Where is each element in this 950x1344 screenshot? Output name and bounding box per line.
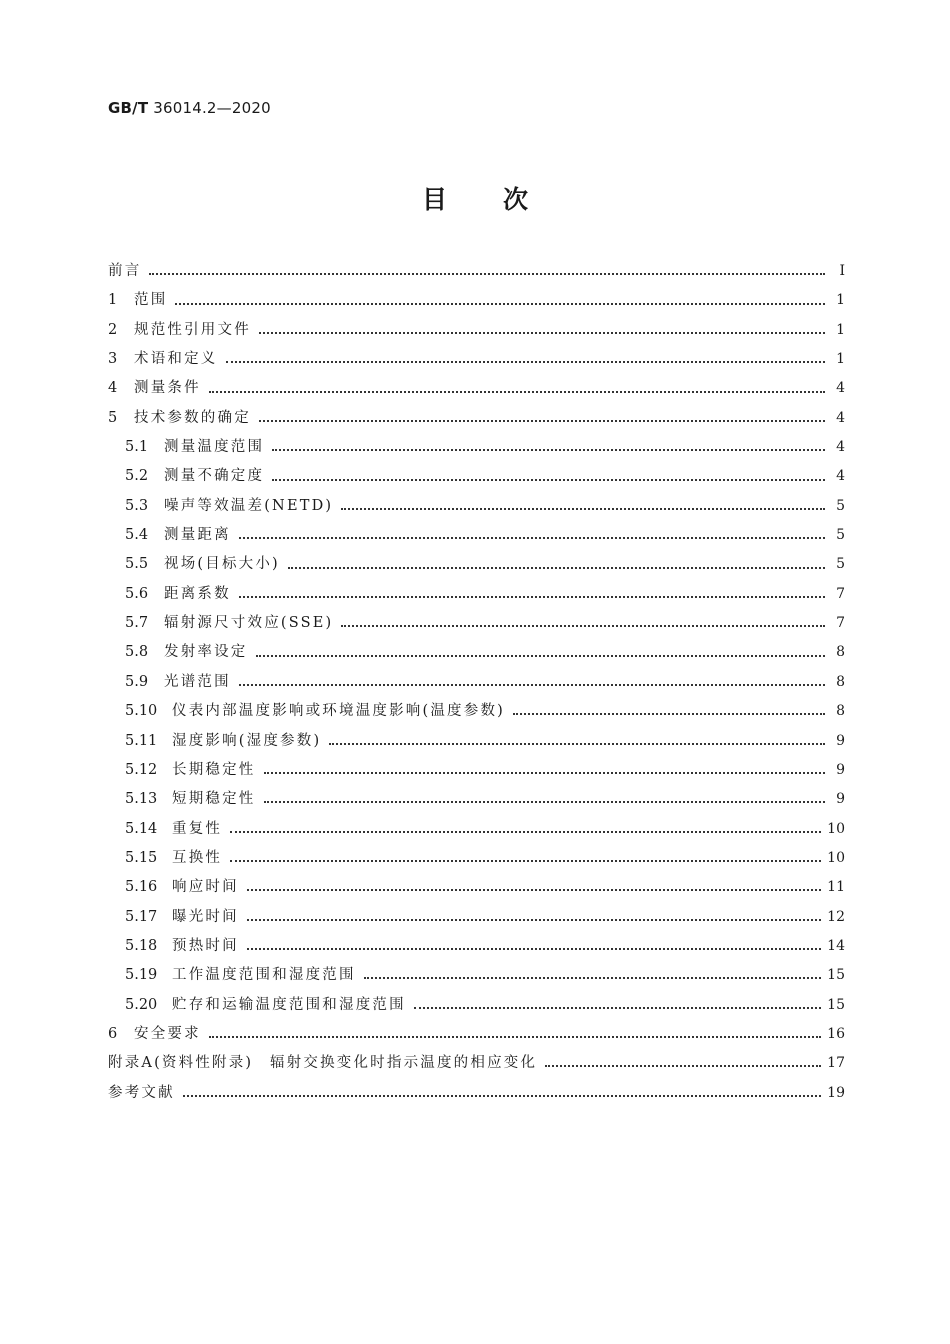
toc-entry-title: 湿度影响(湿度参数) xyxy=(172,732,322,749)
toc-entry-number: 5.19 xyxy=(125,967,158,984)
toc-entry-title: 预热时间 xyxy=(172,937,239,954)
toc-entry-title: 重复性 xyxy=(172,820,223,837)
toc-entry-page: 5 xyxy=(836,527,845,544)
dot-leader xyxy=(272,448,825,451)
toc-entry-page: 10 xyxy=(827,820,845,837)
toc-entry-title: 附录A(资料性附录) 辐射交换变化时指示温度的相应变化 xyxy=(108,1055,538,1072)
toc-entry-number: 5 xyxy=(108,409,118,426)
toc-entry-number: 5.13 xyxy=(125,791,158,808)
toc-entry-number: 5.7 xyxy=(125,615,149,632)
toc-entry-page: 9 xyxy=(836,732,845,749)
toc-entry-number: 5.5 xyxy=(125,556,149,573)
toc-entry-page: 4 xyxy=(836,468,845,485)
toc-entry[interactable] xyxy=(108,961,845,990)
toc-entry[interactable] xyxy=(108,815,845,844)
dot-leader xyxy=(513,712,825,715)
toc-entry-page: 4 xyxy=(836,439,845,456)
dot-leader xyxy=(288,566,825,569)
toc-entry-page: 19 xyxy=(827,1084,845,1101)
toc-entry-title: 长期稳定性 xyxy=(172,761,256,778)
dot-leader xyxy=(341,507,825,510)
toc-entry[interactable] xyxy=(108,286,845,315)
toc-entry-number: 5.15 xyxy=(125,849,158,866)
toc-entry-title: 互换性 xyxy=(172,849,223,866)
toc-entry[interactable] xyxy=(108,257,845,286)
toc-entry-number: 3 xyxy=(108,351,118,368)
toc-entry[interactable] xyxy=(108,345,845,374)
toc-entry-page: 15 xyxy=(827,996,845,1013)
toc-entry-page: 17 xyxy=(827,1055,845,1072)
toc-entry-page: 1 xyxy=(836,292,845,309)
toc-entry[interactable] xyxy=(108,1079,845,1108)
toc-entry-page: 4 xyxy=(836,380,845,397)
dot-leader xyxy=(209,1035,821,1038)
toc-entry-number: 5.12 xyxy=(125,761,158,778)
dot-leader xyxy=(329,742,825,745)
toc-entry-number: 5.17 xyxy=(125,908,158,925)
dot-leader xyxy=(149,272,825,275)
toc-entry[interactable] xyxy=(108,609,845,638)
toc-entry[interactable] xyxy=(108,550,845,579)
toc-entry-number: 5.6 xyxy=(125,585,149,602)
dot-leader xyxy=(259,419,825,422)
toc-entry-number: 6 xyxy=(108,1025,118,1042)
toc-entry-number: 5.4 xyxy=(125,527,149,544)
toc-entry-title: 测量距离 xyxy=(164,527,231,544)
toc-entry-number: 5.10 xyxy=(125,703,158,720)
toc-entry-page: 14 xyxy=(827,937,845,954)
toc-entry[interactable] xyxy=(108,404,845,433)
toc-entry-title: 曝光时间 xyxy=(172,908,239,925)
dot-leader xyxy=(230,830,821,833)
dot-leader xyxy=(259,331,825,334)
toc-entry[interactable] xyxy=(108,785,845,814)
toc-entry-page: 4 xyxy=(836,409,845,426)
toc-entry-page: 12 xyxy=(827,908,845,925)
toc-entry-number: 5.11 xyxy=(125,732,158,749)
toc-entry-number: 5.18 xyxy=(125,937,158,954)
toc-entry-title: 辐射源尺寸效应(SSE) xyxy=(164,615,334,632)
dot-leader xyxy=(175,302,825,305)
toc-entry[interactable] xyxy=(108,844,845,873)
toc-entry-title: 前言 xyxy=(108,263,142,279)
toc-entry-page: 5 xyxy=(836,497,845,514)
toc-entry-page: 5 xyxy=(836,556,845,573)
toc-entry-page: 7 xyxy=(836,585,845,602)
toc-entry-page: 1 xyxy=(836,351,845,368)
toc-entry-number: 5.9 xyxy=(125,673,149,690)
toc-entry-title: 安全要求 xyxy=(134,1025,201,1042)
toc-entry-title: 测量温度范围 xyxy=(164,439,265,456)
page-title: 目次 xyxy=(421,185,584,214)
toc-entry[interactable] xyxy=(108,492,845,521)
toc-entry-title: 规范性引用文件 xyxy=(134,321,251,338)
toc-entry-number: 5.2 xyxy=(125,468,149,485)
dot-leader xyxy=(256,654,826,657)
toc-entry-page: 15 xyxy=(827,967,845,984)
toc-entry[interactable] xyxy=(108,873,845,902)
toc-entry-title: 仪表内部温度影响或环境温度影响(温度参数) xyxy=(172,703,506,720)
toc-entry-title: 响应时间 xyxy=(172,879,239,896)
toc-entry[interactable] xyxy=(108,521,845,550)
toc-entry-page: 10 xyxy=(827,849,845,866)
toc-entry[interactable] xyxy=(108,668,845,697)
toc-entry-page: 7 xyxy=(836,615,845,632)
toc-entry-number: 1 xyxy=(108,292,118,309)
toc-entry[interactable] xyxy=(108,580,845,609)
document-code xyxy=(108,99,271,117)
toc-entry-number: 2 xyxy=(108,321,118,338)
dot-leader xyxy=(247,888,821,891)
dot-leader xyxy=(226,360,826,363)
toc-entry-number: 5.3 xyxy=(125,497,149,514)
toc-entry-title: 发射率设定 xyxy=(164,644,248,661)
toc-entry-title: 贮存和运输温度范围和湿度范围 xyxy=(172,996,406,1013)
toc-entry[interactable] xyxy=(108,697,845,726)
toc-entry-title: 术语和定义 xyxy=(134,351,218,368)
toc-entry[interactable] xyxy=(108,638,845,667)
toc-entry-number: 5.8 xyxy=(125,644,149,661)
toc-entry-number: 5.16 xyxy=(125,879,158,896)
toc-entry-title: 光谱范围 xyxy=(164,673,231,690)
toc-entry[interactable] xyxy=(108,756,845,785)
toc-entry-title: 技术参数的确定 xyxy=(134,409,251,426)
toc-entry-title: 测量不确定度 xyxy=(164,468,265,485)
dot-leader xyxy=(239,536,825,539)
toc-entry-title: 参考文献 xyxy=(108,1084,175,1101)
toc-entry[interactable] xyxy=(108,433,845,462)
dot-leader xyxy=(239,595,825,598)
toc-entry-title: 距离系数 xyxy=(164,585,231,602)
dot-leader xyxy=(209,390,825,393)
dot-leader xyxy=(272,478,825,481)
toc-entry-title: 短期稳定性 xyxy=(172,791,256,808)
toc-entry[interactable] xyxy=(108,316,845,345)
toc-entry-page: 1 xyxy=(836,321,845,338)
toc-entry-title: 范围 xyxy=(134,292,168,309)
toc-entry-page: 11 xyxy=(827,879,845,896)
toc-entry[interactable] xyxy=(108,727,845,756)
dot-leader xyxy=(364,976,821,979)
toc-entry[interactable] xyxy=(108,374,845,403)
standard-number: 36014.2—2020 xyxy=(153,99,271,117)
dot-leader xyxy=(545,1064,821,1067)
toc-entry-number: 5.20 xyxy=(125,996,158,1013)
dot-leader xyxy=(264,771,826,774)
standard-prefix: GB/T xyxy=(108,99,149,117)
toc-entry-page: 16 xyxy=(827,1025,845,1042)
dot-leader xyxy=(247,918,821,921)
toc-entry[interactable] xyxy=(108,932,845,961)
toc-entry-number: 4 xyxy=(108,380,118,397)
toc-entry-title: 噪声等效温差(NETD) xyxy=(164,497,334,514)
dot-leader xyxy=(183,1094,821,1097)
toc-entry[interactable] xyxy=(108,991,845,1020)
toc-entry-page: Ⅰ xyxy=(839,263,845,279)
toc-entry-title: 工作温度范围和湿度范围 xyxy=(172,967,356,984)
toc-entry-page: 8 xyxy=(836,703,845,720)
toc-entry-title: 测量条件 xyxy=(134,380,201,397)
toc-entry[interactable] xyxy=(108,903,845,932)
dot-leader xyxy=(414,1006,821,1009)
toc-entry-page: 9 xyxy=(836,791,845,808)
toc-entry-page: 9 xyxy=(836,761,845,778)
toc-entry-title: 视场(目标大小) xyxy=(164,556,280,573)
toc-entry[interactable] xyxy=(108,1049,845,1078)
toc-entry-number: 5.1 xyxy=(125,439,149,456)
toc-entry[interactable] xyxy=(108,462,845,491)
toc-entry-number: 5.14 xyxy=(125,820,158,837)
dot-leader xyxy=(264,800,826,803)
dot-leader xyxy=(247,947,821,950)
toc-entry-page: 8 xyxy=(836,673,845,690)
dot-leader xyxy=(239,683,825,686)
dot-leader xyxy=(230,859,821,862)
table-of-contents xyxy=(108,257,845,1108)
dot-leader xyxy=(341,624,825,627)
toc-entry-page: 8 xyxy=(836,644,845,661)
toc-entry[interactable] xyxy=(108,1020,845,1049)
